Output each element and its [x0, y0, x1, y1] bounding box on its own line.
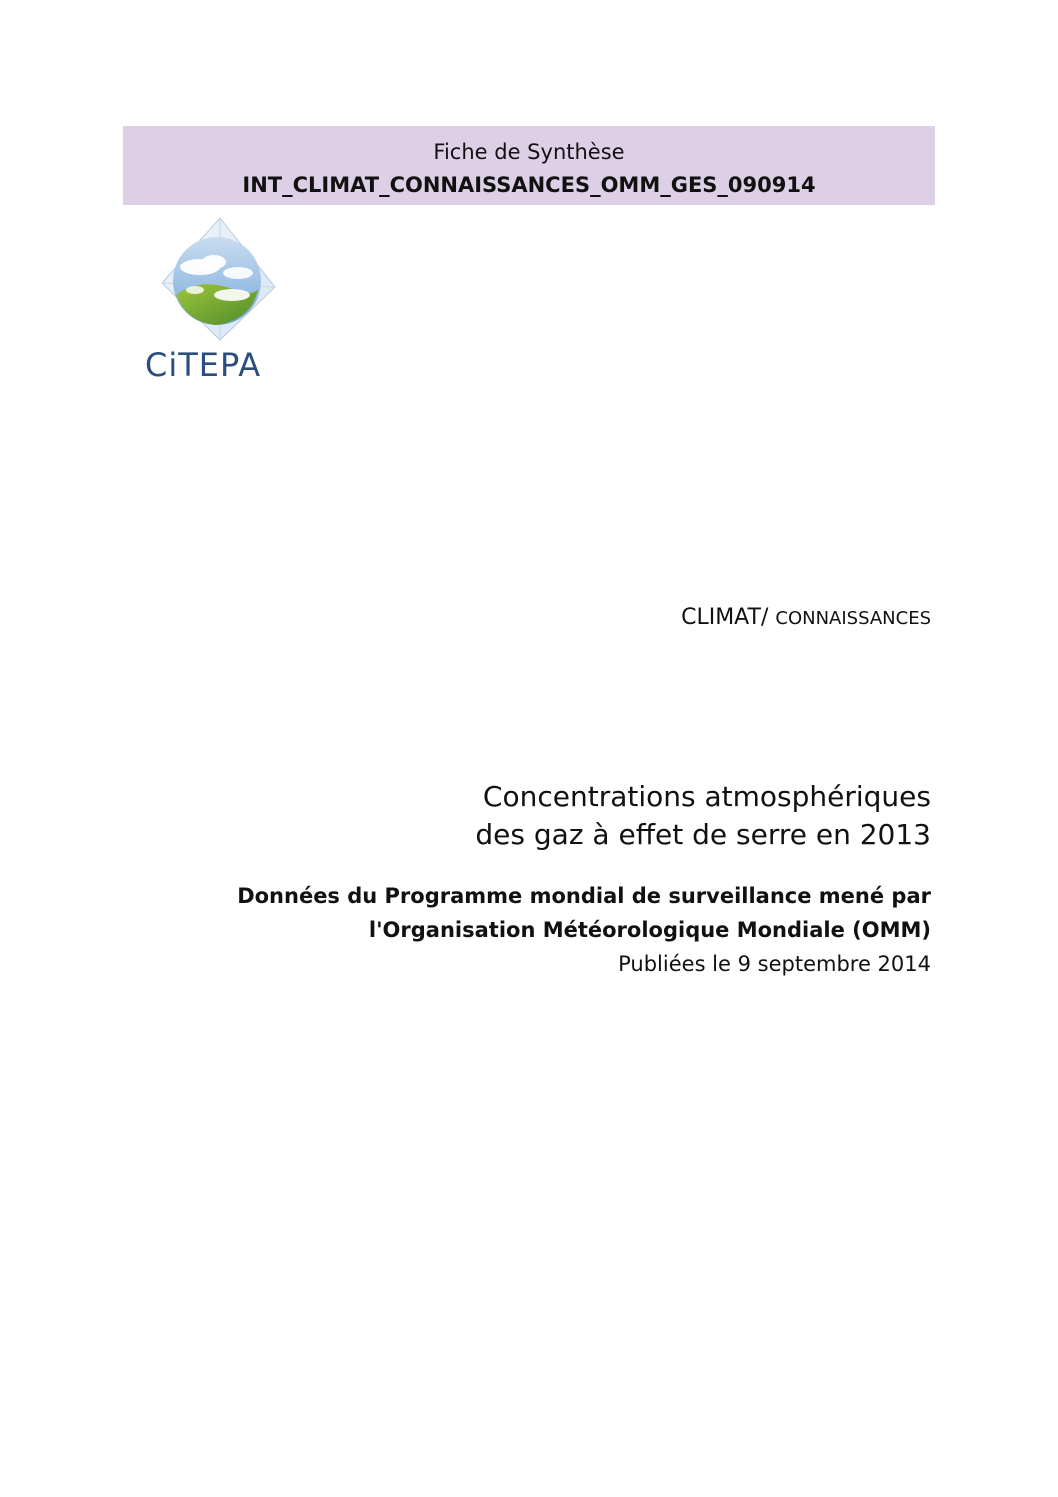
document-title — [231, 778, 931, 854]
citepa-logo — [140, 215, 300, 385]
document-subtitle — [131, 879, 931, 981]
title-line-1: Concentrations atmosphériques — [482, 780, 931, 813]
category-main: CLIMAT/ — [681, 605, 769, 630]
logo-wordmark: CiTEPA — [145, 346, 262, 384]
subtitle-line-1: Données du Programme mondial de surveillance mené par — [237, 884, 931, 908]
subtitle-line-2: l'Organisation Météorologique Mondiale (OMM) — [368, 918, 931, 942]
category-sub: CONNAISSANCES — [775, 608, 931, 629]
title-line-2: des gaz à effet de serre en 2013 — [475, 818, 931, 851]
document-category — [681, 603, 931, 634]
citepa-logo-icon — [140, 215, 300, 345]
header-band — [123, 126, 935, 205]
document-type: Fiche de Synthèse — [433, 140, 625, 164]
document-reference: INT_CLIMAT_CONNAISSANCES_OMM_GES_090914 — [242, 173, 816, 197]
publication-date: Publiées le 9 septembre 2014 — [618, 952, 931, 976]
